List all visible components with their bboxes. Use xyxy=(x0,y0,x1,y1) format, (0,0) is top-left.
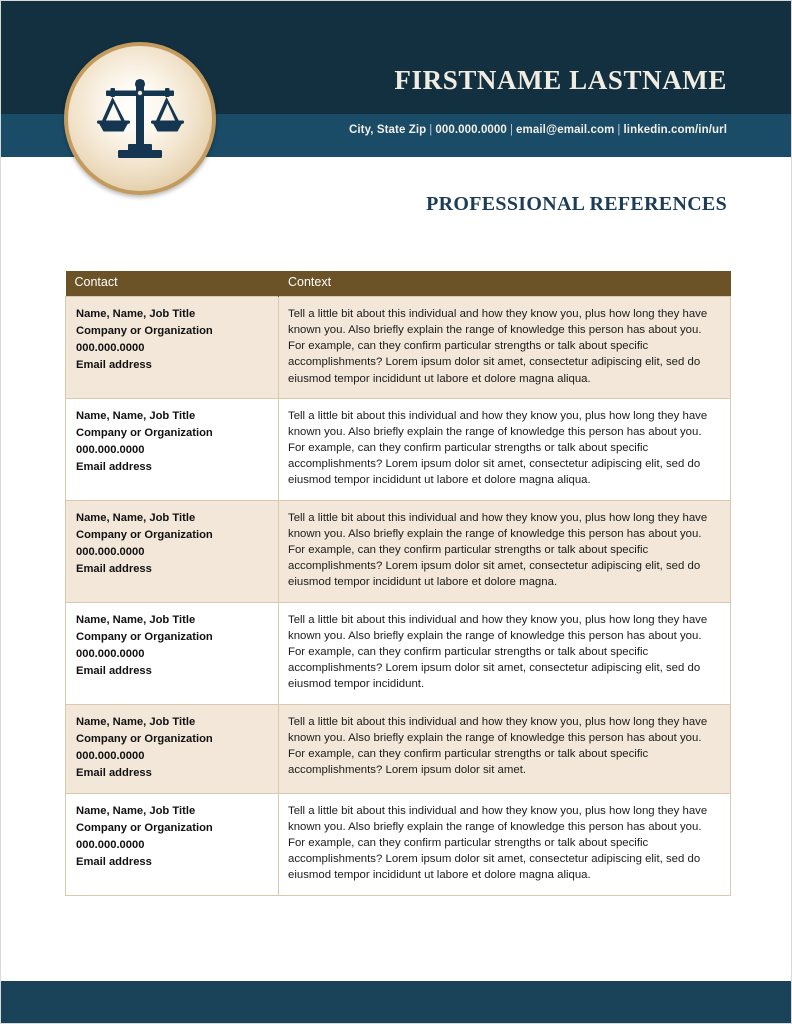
reference-contact-cell xyxy=(66,398,279,500)
scales-of-justice-icon xyxy=(92,72,188,166)
reference-company: Company or Organization xyxy=(76,324,213,337)
reference-phone: 000.000.0000 xyxy=(76,545,145,558)
logo-badge xyxy=(64,42,216,195)
contact-separator-1: | xyxy=(429,124,433,136)
reference-email: Email address xyxy=(76,460,152,473)
contact-linkedin[interactable]: linkedin.com/in/url xyxy=(623,124,727,136)
reference-company: Company or Organization xyxy=(76,528,213,541)
contact-email[interactable]: email@email.com xyxy=(516,124,615,136)
reference-contact-cell xyxy=(66,296,279,398)
table-header-row xyxy=(66,271,731,296)
table-row xyxy=(66,296,731,398)
footer-bar xyxy=(1,981,792,1023)
reference-email: Email address xyxy=(76,562,152,575)
table-row xyxy=(66,793,731,895)
table-row xyxy=(66,602,731,704)
reference-name: Name, Name, Job Title xyxy=(76,804,196,817)
reference-name: Name, Name, Job Title xyxy=(76,307,196,320)
reference-phone: 000.000.0000 xyxy=(76,647,145,660)
reference-company: Company or Organization xyxy=(76,630,213,643)
contact-separator-2: | xyxy=(509,124,514,136)
reference-contact-cell xyxy=(66,602,279,704)
reference-contact-cell xyxy=(66,500,279,602)
reference-context-cell: Tell a little bit about this individual and how they know you, plus how long they have known you. Also briefly explain the range of knowledge this person has about you. For example, can they confirm particular strengths or talk about specific accomplishments? Lorem ipsum dolor sit amet, consectetur adipiscing elit, sed do eiusmod tempor incididunt ut labore et dolore magna. xyxy=(279,500,731,602)
table-body xyxy=(66,296,731,895)
reference-contact-cell xyxy=(66,704,279,793)
reference-contact-cell xyxy=(66,793,279,895)
contact-phone: 000.000.0000 xyxy=(435,124,507,136)
table-row xyxy=(66,398,731,500)
reference-name: Name, Name, Job Title xyxy=(76,511,196,524)
reference-context-cell: Tell a little bit about this individual and how they know you, plus how long they have known you. Also briefly explain the range of knowledge this person has about you. For example, can they confirm particular strengths or talk about specific accomplishments? Lorem ipsum dolor sit amet, consectetur adipiscing elit, sed do eiusmod tempor incididunt ut labore et dolore magna aliqua. xyxy=(279,793,731,895)
column-header-contact: Contact xyxy=(66,271,279,296)
reference-name: Name, Name, Job Title xyxy=(76,715,196,728)
reference-name: Name, Name, Job Title xyxy=(76,613,196,626)
reference-context-cell: Tell a little bit about this individual and how they know you, plus how long they have known you. Also briefly explain the range of knowledge this person has about you. For example, can they confirm particular strengths or talk about specific accomplishments? Lorem ipsum dolor sit amet, consectetur adipiscing elit, sed do eiusmod tempor incididunt. xyxy=(279,602,731,704)
reference-phone: 000.000.0000 xyxy=(76,341,145,354)
contact-separator-3: | xyxy=(617,124,621,136)
table-row xyxy=(66,500,731,602)
reference-context-cell: Tell a little bit about this individual and how they know you, plus how long they have known you. Also briefly explain the range of knowledge this person has about you. For example, can they confirm particular strengths or talk about specific accomplishments? Lorem ipsum dolor sit amet, consectetur adipiscing elit, sed do eiusmod tempor incididunt ut labore et dolore magna aliqua. xyxy=(279,398,731,500)
reference-phone: 000.000.0000 xyxy=(76,749,145,762)
page-title: FIRSTNAME LASTNAME xyxy=(394,65,727,95)
reference-context-cell: Tell a little bit about this individual and how they know you, plus how long they have known you. Also briefly explain the range of knowledge this person has about you. For example, can they confirm particular strengths or talk about specific accomplishments? Lorem ipsum dolor sit amet. xyxy=(279,704,731,793)
contact-location: City, State Zip xyxy=(348,124,427,136)
contact-info-line xyxy=(349,125,727,137)
reference-phone: 000.000.0000 xyxy=(76,838,145,851)
reference-email: Email address xyxy=(76,358,152,371)
reference-phone: 000.000.0000 xyxy=(76,443,145,456)
reference-company: Company or Organization xyxy=(76,426,213,439)
column-header-context: Context xyxy=(279,271,731,296)
reference-email: Email address xyxy=(76,664,152,677)
reference-company: Company or Organization xyxy=(76,732,213,745)
table-head xyxy=(66,271,731,296)
section-title: PROFESSIONAL REFERENCES xyxy=(426,193,727,215)
reference-company: Company or Organization xyxy=(76,821,213,834)
reference-email: Email address xyxy=(76,855,152,868)
reference-name: Name, Name, Job Title xyxy=(76,409,196,422)
reference-email: Email address xyxy=(76,766,152,779)
reference-context-cell: Tell a little bit about this individual and how they know you, plus how long they have known you. Also briefly explain the range of knowledge this person has about you. For example, can they confirm particular strengths or talk about specific accomplishments? Lorem ipsum dolor sit amet, consectetur adipiscing elit, sed do eiusmod tempor incididunt ut labore et dolore magna aliqua. xyxy=(279,296,731,398)
references-table xyxy=(65,271,731,896)
table-row xyxy=(66,704,731,793)
